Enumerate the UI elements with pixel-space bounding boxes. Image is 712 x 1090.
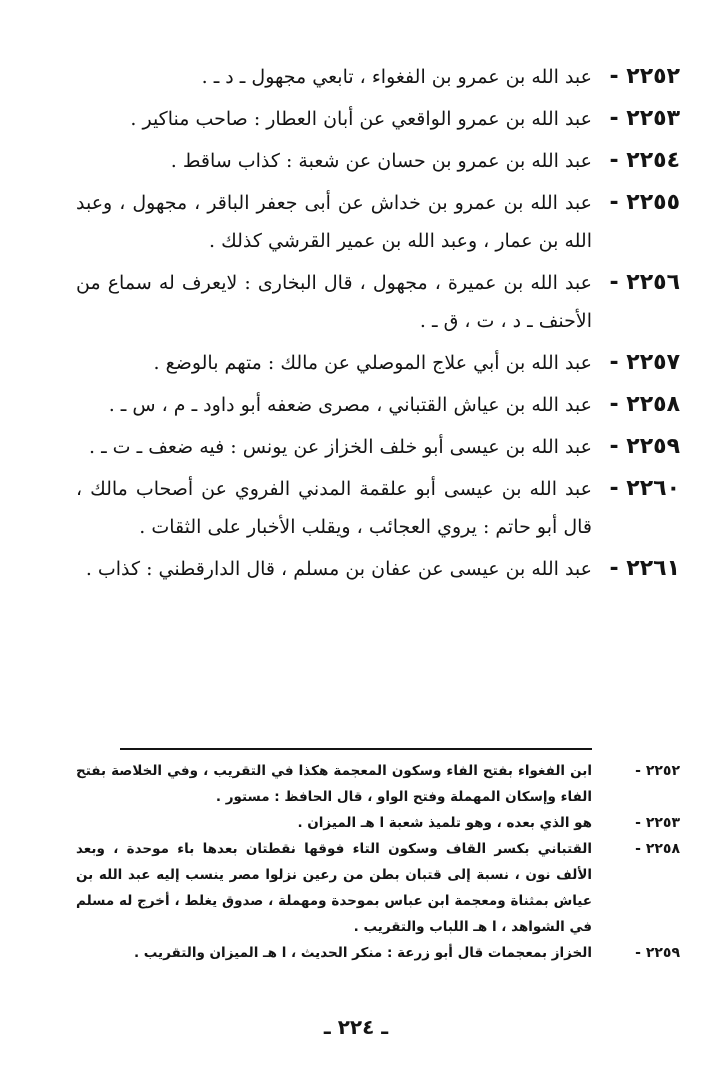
entry-text: عبد الله بن عياش القتباني ، مصرى ضعفه أبو داود ـ م ، س ـ . (108, 394, 592, 416)
footnote-2258 (76, 836, 680, 940)
entry-2255 (76, 184, 680, 260)
entry-text: عبد الله بن عمرو بن خداش عن أبى جعفر الباقر ، مجهول ، وعبد الله بن عمار ، وعبد الله بن عمير القرشي كذلك . (76, 192, 592, 252)
entry-number: ٢٢٥٩ - (609, 434, 680, 459)
footnote-2252 (76, 758, 680, 810)
entry-text: عبد الله بن أبي علاج الموصلي عن مالك : متهم بالوضع . (153, 352, 592, 374)
page-number: ـ ٢٢٤ ـ (323, 1015, 389, 1039)
footnote-text: القتباني بكسر القاف وسكون التاء فوقها نقطتان بعدها باء موحدة ، وبعد الألف نون ، نسبة إلى قتبان بطن من رعين نزلوا مصر ينسب إليه عبد الله بن عياش بمثناة ومعجمة ابن عباس بموحدة ومهملة ، صدوق يغلط ، أخرج له مسلم في الشواهد ، ا هـ اللباب والتقريب . (76, 841, 592, 935)
entry-text: عبد الله بن عميرة ، مجهول ، قال البخارى : لايعرف له سماع من الأحنف ـ د ، ت ، ق ـ . (76, 272, 592, 332)
footnote-divider (120, 748, 592, 750)
entry-2258 (76, 386, 680, 424)
entry-number: ٢٢٦١ - (609, 556, 680, 581)
entry-2256 (76, 264, 680, 340)
entry-text: عبد الله بن عمرو الواقعي عن أبان العطار : صاحب مناكير . (130, 108, 592, 130)
entry-2253 (76, 100, 680, 138)
entry-number: ٢٢٥٥ - (609, 190, 680, 215)
entry-2257 (76, 344, 680, 382)
entry-number: ٢٢٥٤ - (609, 148, 680, 173)
footnote-number: ٢٢٥٩ - (635, 945, 680, 961)
entry-number: ٢٢٦٠ - (609, 476, 680, 501)
entry-2259 (76, 428, 680, 466)
entry-2252 (76, 58, 680, 96)
footnote-text: هو الذي بعده ، وهو تلميذ شعبة ا هـ الميزان . (297, 815, 592, 831)
footnote-2259 (76, 940, 680, 966)
entry-number: ٢٢٥٨ - (609, 392, 680, 417)
entry-2260 (76, 470, 680, 546)
footnote-number: ٢٢٥٢ - (635, 763, 680, 779)
entry-text: عبد الله بن عيسى عن عفان بن مسلم ، قال الدارقطني : كذاب . (85, 558, 592, 580)
footnote-number: ٢٢٥٣ - (635, 815, 680, 831)
entry-number: ٢٢٥٢ - (609, 64, 680, 89)
entry-text: عبد الله بن عيسى أبو خلف الخزاز عن يونس : فيه ضعف ـ ت ـ . (89, 436, 592, 458)
footnote-text: الخزاز بمعجمات قال أبو زرعة : منكر الحديث ، ا هـ الميزان والتقريب . (133, 945, 592, 961)
entry-text: عبد الله بن عمرو بن حسان عن شعبة : كذاب ساقط . (170, 150, 592, 172)
footnote-number: ٢٢٥٨ - (635, 841, 680, 857)
entry-number: ٢٢٥٦ - (609, 270, 680, 295)
entry-list (76, 58, 680, 588)
footnote-2253 (76, 810, 680, 836)
footnote-text: ابن الفغواء بفتح الفاء وسكون المعجمة هكذا في التقريب ، وفي الخلاصة بفتح الفاء وإسكان المهملة وفتح الواو ، قال الحافظ : مستور . (76, 763, 592, 805)
entry-number: ٢٢٥٧ - (609, 350, 680, 375)
footnote-list (76, 758, 680, 966)
entry-text: عبد الله بن عيسى أبو علقمة المدني الفروي عن أصحاب مالك ، قال أبو حاتم : يروي العجائب ، ويقلب الأخبار على الثقات . (76, 478, 592, 538)
entry-number: ٢٢٥٣ - (609, 106, 680, 131)
entry-text: عبد الله بن عمرو بن الفغواء ، تابعي مجهول ـ د ـ . (201, 66, 592, 88)
entry-2261 (76, 550, 680, 588)
entry-2254 (76, 142, 680, 180)
